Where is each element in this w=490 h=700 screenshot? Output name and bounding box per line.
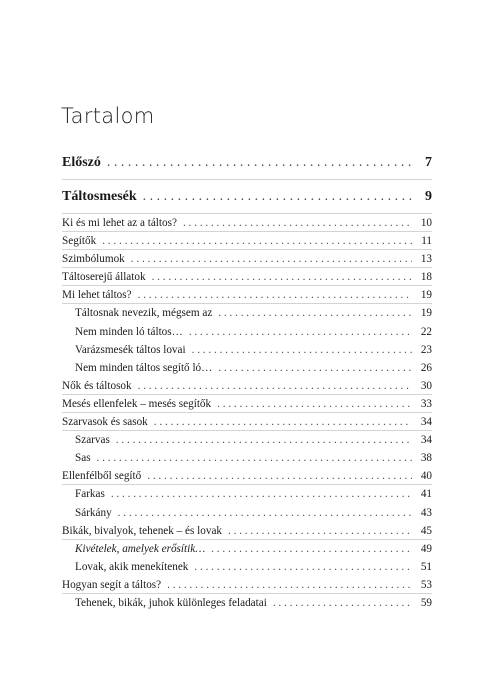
- toc-entry-page: 19: [420, 289, 432, 302]
- dot-leader: [189, 325, 412, 339]
- toc-entry: [62, 250, 432, 268]
- toc-entry: [62, 576, 432, 594]
- toc-entry-title: Bikák, bivalyok, tehenek – és lovak: [62, 524, 223, 537]
- toc-entry-title: Táltoserejű állatok: [62, 271, 146, 284]
- toc-entry-page: 34: [420, 416, 432, 429]
- toc-entry-title: Ellenfélből segítő: [62, 470, 142, 483]
- dot-leader: [138, 379, 412, 393]
- dot-leader: [154, 415, 412, 429]
- dot-leader: [218, 361, 412, 375]
- toc-entry-page: 23: [420, 343, 432, 356]
- toc-subentry: [62, 504, 432, 522]
- toc-entry-page: 26: [420, 361, 432, 374]
- toc-entry: [62, 467, 432, 485]
- toc-entry: [62, 286, 432, 304]
- toc-subentry: [62, 359, 432, 377]
- toc-entry-page: 7: [425, 155, 432, 170]
- toc-entry-title: Táltosnak nevezik, mégsem az: [75, 307, 213, 320]
- toc-subentry: [62, 558, 432, 576]
- toc-entry-page: 59: [420, 596, 432, 609]
- toc-entry-title: Szimbólumok: [62, 253, 125, 266]
- toc-entry-title: Farkas: [75, 488, 105, 501]
- toc-entry-title: Kivételek, amelyek erősítik…: [75, 542, 206, 555]
- toc-entry: [62, 413, 432, 431]
- toc-subentry: [62, 323, 432, 341]
- toc-entry-title: Tehenek, bikák, juhok különleges feladatai: [75, 596, 267, 609]
- dot-leader: [217, 397, 412, 411]
- toc-entry-title: Táltosmesék: [62, 189, 137, 204]
- toc-entry-page: 45: [420, 524, 432, 537]
- dot-leader: [138, 288, 412, 302]
- toc-heading: Tartalom: [61, 104, 155, 128]
- dot-leader: [97, 451, 412, 465]
- toc-entry-page: 33: [420, 397, 432, 410]
- toc-entry: [62, 268, 432, 286]
- dot-leader: [273, 596, 412, 610]
- toc-entry-page: 10: [420, 217, 432, 229]
- toc-entry-title: Nem minden ló táltos…: [75, 325, 183, 338]
- table-of-contents: [62, 150, 432, 612]
- toc-entry-page: 53: [420, 578, 432, 591]
- dot-leader: [147, 469, 412, 483]
- toc-subentry: [62, 594, 432, 612]
- toc-subentry: [62, 431, 432, 449]
- dot-leader: [143, 190, 412, 204]
- toc-subentry: [62, 304, 432, 322]
- toc-entry-title: Varázsmesék táltos lovai: [75, 343, 186, 356]
- dot-leader: [131, 252, 412, 266]
- toc-entry-title: Nem minden táltos segítő ló…: [75, 361, 213, 374]
- toc-entry-title: Előszó: [62, 155, 101, 170]
- toc-entry-title: Hogyan segít a táltos?: [62, 578, 162, 591]
- toc-entry-title: Segítők: [62, 235, 97, 248]
- toc-entry-page: 40: [420, 470, 432, 483]
- toc-entry: [62, 150, 432, 180]
- toc-entry-title: Ki és mi lehet az a táltos?: [62, 217, 177, 229]
- toc-subentry: [62, 540, 432, 558]
- toc-entry-page: 51: [420, 560, 432, 573]
- toc-entry: [62, 184, 432, 214]
- toc-entry-page: 13: [420, 253, 432, 266]
- dot-leader: [102, 234, 412, 248]
- toc-entry-title: Sárkány: [75, 506, 112, 519]
- toc-entry-title: Mi lehet táltos?: [62, 289, 132, 302]
- toc-entry-page: 9: [425, 189, 432, 204]
- dot-leader: [194, 560, 412, 574]
- dot-leader: [192, 343, 412, 357]
- dot-leader: [107, 156, 412, 170]
- toc-entry-page: 30: [420, 379, 432, 392]
- dot-leader: [118, 506, 412, 520]
- toc-entry-page: 38: [420, 452, 432, 465]
- toc-entry-title: Lovak, akik menekítenek: [75, 560, 189, 573]
- toc-entry-page: 22: [420, 325, 432, 338]
- toc-subentry: [62, 449, 432, 467]
- toc-entry-page: 43: [420, 506, 432, 519]
- toc-entry: [62, 214, 432, 232]
- dot-leader: [218, 306, 412, 320]
- toc-entry-title: Szarvasok és sasok: [62, 416, 148, 429]
- toc-entry-title: Sas: [75, 452, 91, 465]
- toc-entry: [62, 377, 432, 395]
- dot-leader: [183, 216, 412, 230]
- toc-entry-page: 18: [420, 271, 432, 284]
- dot-leader: [116, 433, 412, 447]
- toc-entry-page: 11: [421, 235, 432, 248]
- toc-entry-page: 19: [420, 307, 432, 320]
- toc-entry-title: Nők és táltosok: [62, 379, 132, 392]
- toc-entry-page: 41: [420, 488, 432, 501]
- dot-leader: [228, 524, 412, 538]
- dot-leader: [111, 487, 412, 501]
- toc-entry-title: Mesés ellenfelek – mesés segítők: [62, 397, 212, 410]
- toc-entry-page: 34: [420, 434, 432, 447]
- toc-entry: [62, 232, 432, 250]
- toc-subentry: [62, 485, 432, 503]
- dot-leader: [211, 542, 412, 556]
- toc-entry: [62, 395, 432, 413]
- toc-subentry: [62, 341, 432, 359]
- dot-leader: [167, 578, 412, 592]
- toc-entry-title: Szarvas: [75, 434, 110, 447]
- toc-entry: [62, 522, 432, 540]
- dot-leader: [152, 270, 412, 284]
- toc-entry-page: 49: [420, 542, 432, 555]
